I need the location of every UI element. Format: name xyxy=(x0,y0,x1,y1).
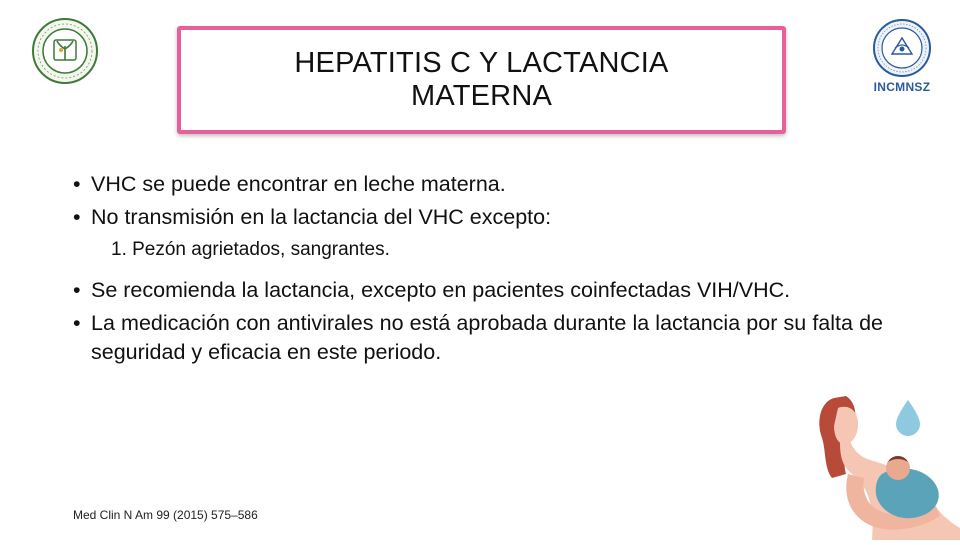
bullet-item: • Se recomienda la lactancia, excepto en pacientes coinfectadas VIH/VHC. xyxy=(73,276,883,305)
incmnsz-seal-icon xyxy=(866,18,938,78)
breastfeeding-illustration xyxy=(812,378,960,540)
slide-title-line-2: MATERNA xyxy=(410,80,553,112)
left-institution-logo xyxy=(30,16,100,86)
numbered-sub-item: 1. Pezón agrietados, sangrantes. xyxy=(111,239,390,260)
bullet-item: • La medicación con antivirales no está aprobada durante la lactancia por su falta de seguridad y eficacia en este periodo. xyxy=(73,309,883,367)
bullet-list xyxy=(73,170,883,371)
right-institution-logo xyxy=(866,18,938,118)
institution-acronym: INCMNSZ xyxy=(873,80,931,94)
seal-icon xyxy=(30,16,100,86)
milk-drop-icon xyxy=(896,400,920,436)
mother-face xyxy=(834,407,858,444)
bullet-item: • VHC se puede encontrar en leche materna. xyxy=(73,170,883,199)
reference-citation: Med Clin N Am 99 (2015) 575–586 xyxy=(73,508,258,522)
baby-head xyxy=(886,456,910,480)
slide-title-line-1: HEPATITIS C Y LACTANCIA xyxy=(294,47,669,79)
bullet-item: • No transmisión en la lactancia del VHC excepto: xyxy=(73,203,883,232)
slide-title-box xyxy=(177,26,786,134)
